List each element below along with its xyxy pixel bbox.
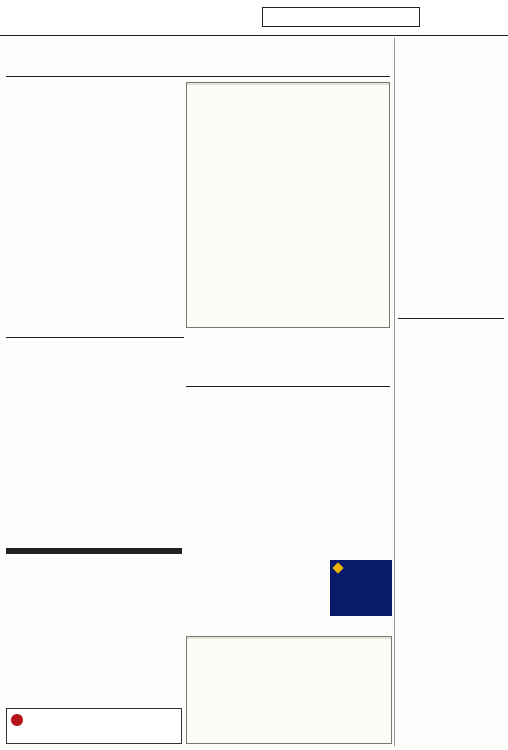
masthead [0,0,508,36]
lead-text-lines [6,86,182,332]
divider [6,337,184,338]
lead-text-lines-2 [186,332,392,382]
intl-table-grid [187,639,391,739]
column-divider [394,38,395,746]
mini-table-title [6,420,126,424]
divider [398,318,504,319]
divider [6,76,390,77]
futures-promo[interactable] [330,560,392,616]
section-title-en [262,7,420,27]
divider [186,386,390,387]
right-text-lines [398,62,504,306]
hk-text-lines [6,362,182,418]
brand-icon [332,562,343,573]
feature-text-lines [6,556,182,706]
feature-heading [6,548,182,554]
insurance-logo-icon [11,714,23,726]
commodity-table [186,82,390,328]
mini-table-lines [6,426,182,546]
insurance-ad [6,708,182,744]
intl-table [186,636,392,744]
commodity-table-title [187,83,389,85]
